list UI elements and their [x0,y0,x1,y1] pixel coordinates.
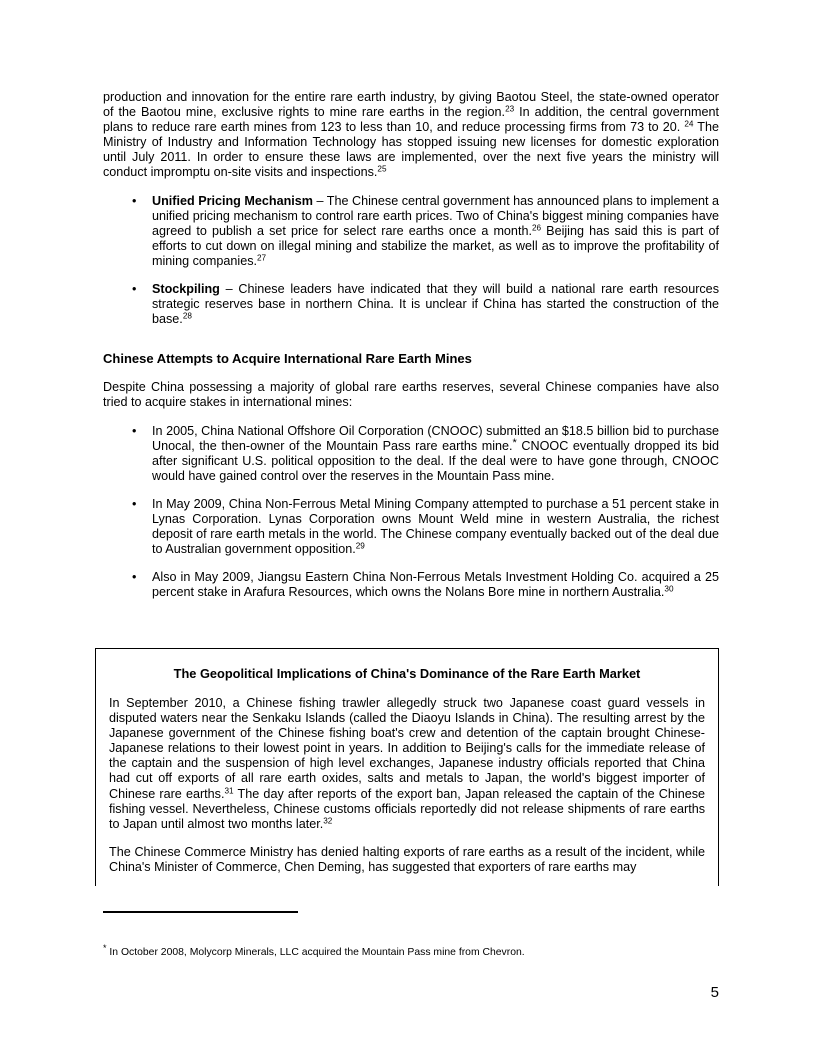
footnote-ref-24: 24 [684,119,694,129]
bullet-text-part1: – The Chinese central government has announced plans to implement a unified pricing mechanism to control rare earth prices. Two of China's biggest mining companies have agreed to publish a set price for select rare earths once a month. [152,193,720,238]
callout-box [95,648,719,886]
paragraph-text-part1: production and innovation for the entire rare earth industry, by giving Baotou Steel, the state-owned operator of the Baotou mine, exclusive rights to mine rare earths in the region. [103,90,719,120]
policy-bullet-list [103,194,719,328]
bullet-text-part1: In 2005, China National Offshore Oil Corporation (CNOOC) submitted an $18.5 billion bid to purchase Unocal, the then-owner of the Mountain Pass rare earths mine. [152,423,719,453]
bullet-text-part2: CNOOC eventually dropped its bid after significant U.S. political opposition to the deal. If the deal were to have gone through, CNOOC would have gained control over the reserves in the Mountain Pass mine. [152,438,719,483]
bullet-text-part1: In May 2009, China Non-Ferrous Metal Mining Company attempted to purchase a 51 percent stake in Lynas Corporation. Lynas Corporation owns Mount Weld mine in western Australia, the richest deposit of rare earth metals in the world. The Chinese company eventually backed out of the deal due to Australian government opposition. [152,496,719,557]
paragraph-text-part3: The Ministry of Industry and Information Technology has stopped issuing new licenses for domestic exploration until July 2011. In order to ensure these laws are implemented, over the next five years the ministry will conduct impromptu on-site visits and inspections. [103,120,720,180]
list-item [103,570,719,600]
callout-paragraph-1 [109,696,705,832]
footnote-ref-29: 29 [355,541,365,551]
list-item [103,194,719,269]
paragraph-text-part2: In addition, the central government plans to reduce rare earth mines from 123 to less than 10, and reduce processing firms from 73 to 20. [103,105,719,135]
callout-title: The Geopolitical Implications of China's Dominance of the Rare Earth Market [173,666,641,681]
bullet-dot-icon: • [132,423,137,438]
bullet-lead-label: Unified Pricing Mechanism [152,193,313,208]
page-content [103,90,719,600]
bullet-dot-icon: • [132,193,137,208]
section-heading: Chinese Attempts to Acquire International Rare Earth Mines [103,351,472,367]
footnote-marker: * [103,943,107,953]
continued-paragraph [103,90,719,181]
footnote-ref-30: 30 [664,584,674,594]
callout-paragraph-2: The Chinese Commerce Ministry has denied halting exports of rare earths as a result of the incident, while China's Minister of Commerce, Chen Deming, has suggested that exporters of rare earths may [109,844,705,874]
footnote-ref-25: 25 [377,164,387,174]
bullet-dot-icon: • [132,282,137,297]
footnote-ref-23: 23 [505,104,515,114]
bullet-text-part1: Also in May 2009, Jiangsu Eastern China Non-Ferrous Metals Investment Holding Co. acquired a 25 percent stake in Arafura Resources, which owns the Nolans Bore mine in northern Australia. [152,570,719,600]
list-item [103,282,719,327]
callout-text-part2: The day after reports of the export ban, Japan released the captain of the Chinese fishing vessel. Nevertheless, Chinese customs officials reportedly did not release shipments of rare earths to Japan until almost two months later. [109,786,706,831]
footnote-ref-31: 31 [224,786,234,796]
footnote-ref-32: 32 [323,816,333,826]
page-number: 5 [710,984,719,1001]
footnote-ref-26: 26 [531,223,542,233]
footnote-ref-asterisk: * [512,436,517,449]
bullet-text-part2: Beijing has said this is part of efforts to cut down on illegal mining and stabilize the market, as well as to improve the profitability of mining companies. [152,223,719,268]
bullet-text-part1: – Chinese leaders have indicated that they will build a national rare earth resources strategic reserves base in northern China. It is unclear if China has started the construction of the base. [152,282,719,327]
bullet-dot-icon: • [132,570,137,585]
acquisitions-bullet-list [103,424,719,601]
intro-paragraph: Despite China possessing a majority of global rare earths reserves, several Chinese companies have also tried to acquire stakes in international mines: [103,380,719,410]
footnote-separator [103,911,298,913]
bullet-lead-label: Stockpiling [152,282,220,297]
bullet-dot-icon: • [132,496,137,511]
footnote [103,942,719,959]
list-item [103,424,719,484]
footnote-text: In October 2008, Molycorp Minerals, LLC acquired the Mountain Pass mine from Chevron. [109,947,525,958]
callout-text-part1: In September 2010, a Chinese fishing trawler allegedly struck two Japanese coast guard vessels in disputed waters near the Senkaku Islands (called the Diaoyu Islands in China). The resulting arrest by the Japanese government of the Chinese fishing boat's crew and detention of the captain brought Chinese-Japanese relations to their lowest point in years. In addition to Beijing's calls for the immediate release of the captain and the suspension of high level exchanges, Japanese industry officials reported that China had cut off exports of all rare earth oxides, salts and metals to Japan, the world's biggest importer of Chinese rare earths. [109,696,705,801]
footnote-ref-27: 27 [257,253,267,263]
list-item [103,497,719,557]
callout-inner [96,649,718,875]
footnote-ref-28: 28 [182,311,192,321]
